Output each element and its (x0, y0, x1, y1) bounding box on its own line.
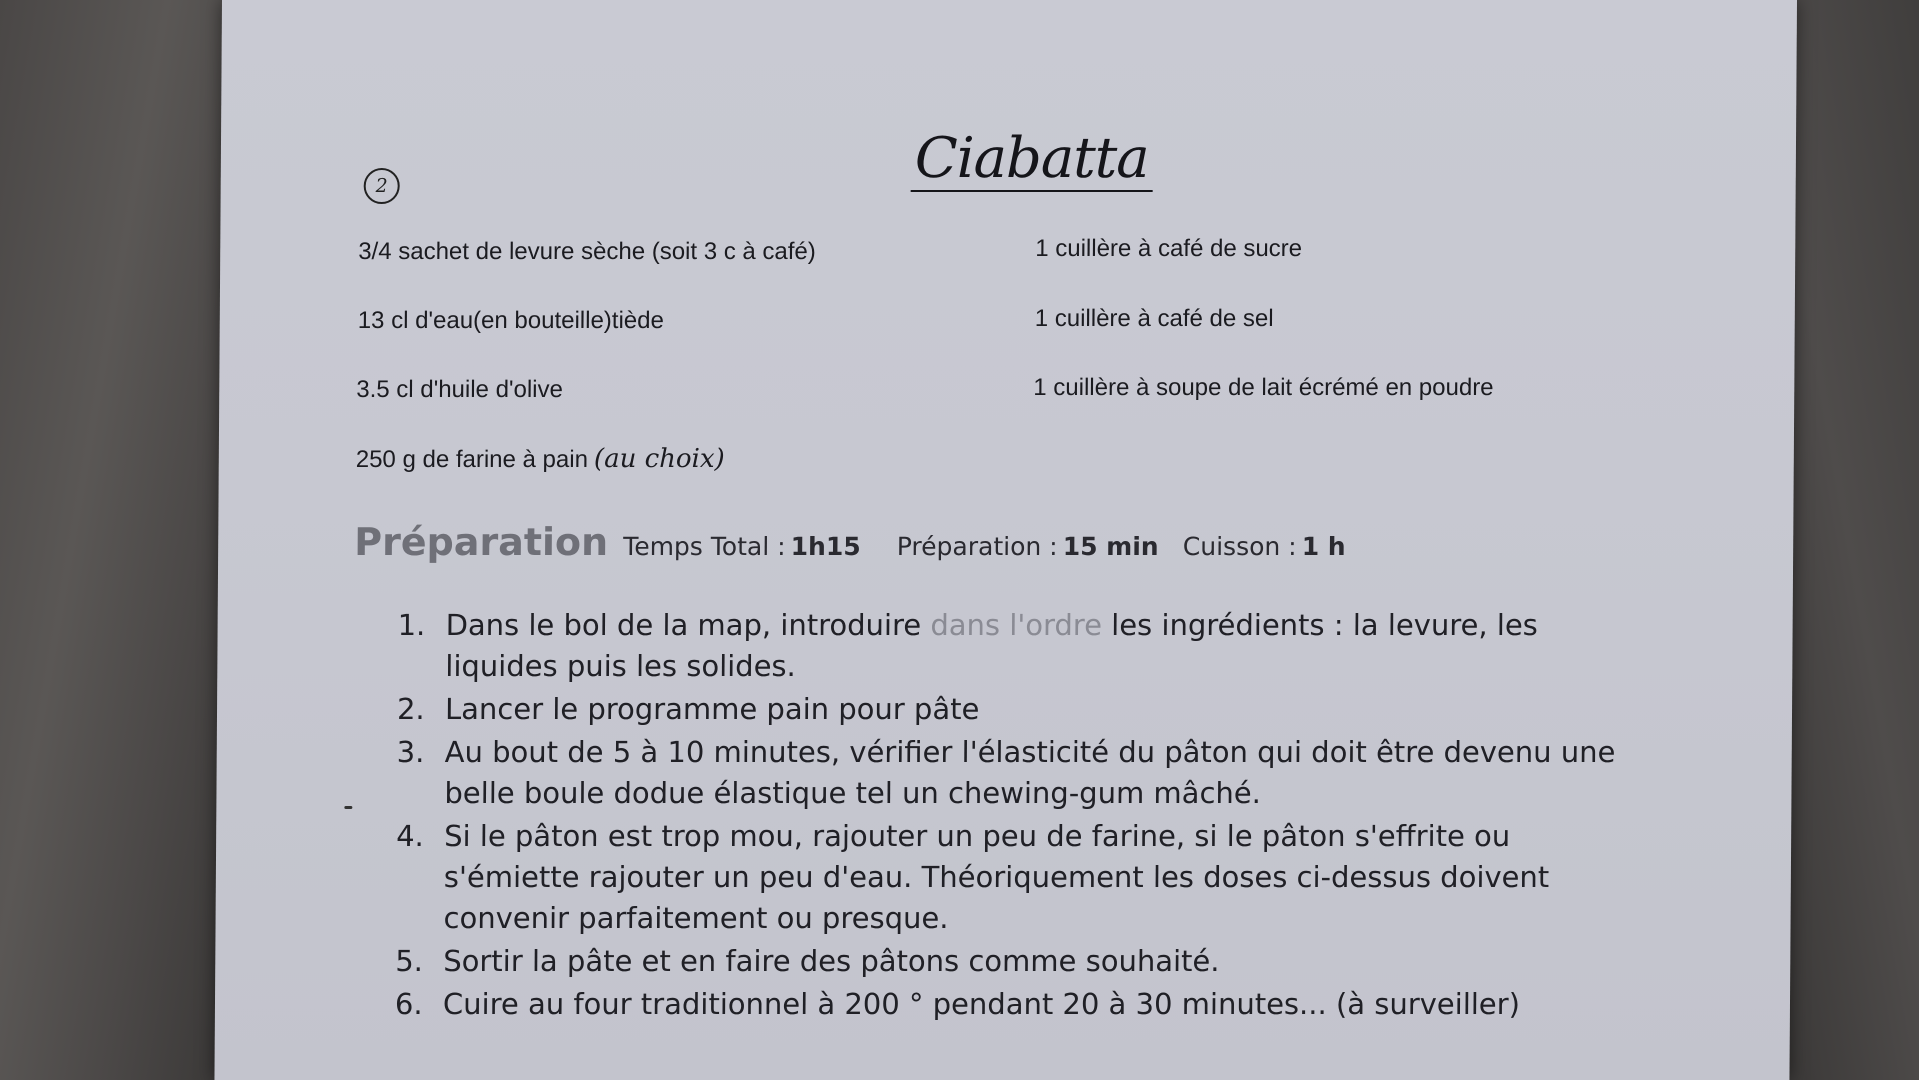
step-text: Dans le bol de la map, introduire (445, 608, 931, 642)
table-surface-right (1779, 0, 1919, 1080)
step-text: Cuire au four traditionnel à 200 ° pendant 20 à 30 minutes... (à surveiller) (442, 987, 1521, 1021)
step-text: Lancer le programme pain pour pâte (444, 692, 980, 726)
ingredient-item: 1 cuillère à café de sel (1034, 305, 1274, 332)
total-time-label: Temps Total : (623, 532, 786, 561)
step-number: 3. (396, 735, 425, 769)
prep-time-value: 15 min (1062, 532, 1159, 561)
step-number: 5. (395, 944, 424, 978)
pen-mark (344, 806, 352, 809)
step-item (397, 689, 1617, 730)
preparation-heading: Préparation (354, 520, 609, 564)
ingredient-item: 1 cuillère à soupe de lait écrémé en poudre (1033, 374, 1494, 401)
ingredient-item: 13 cl d'eau(en bouteille)tiède (357, 307, 664, 334)
ingredient-item: 3/4 sachet de levure sèche (soit 3 c à café) (358, 238, 816, 265)
step-text: les ingrédients : la levure, les liquides puis les solides. (445, 608, 1538, 683)
step-number: 1. (397, 608, 426, 642)
ingredient-item: 3.5 cl d'huile d'olive (356, 376, 563, 403)
recipe-title: Ciabatta (911, 130, 1153, 192)
step-text: Sortir la pâte et en faire des pâtons comme souhaité. (443, 944, 1220, 978)
step-number: 2. (396, 692, 425, 726)
preparation-header (354, 520, 1346, 564)
step-item (395, 941, 1615, 982)
cook-time-label: Cuisson : (1182, 532, 1297, 561)
step-item (396, 732, 1617, 814)
step-text: Au bout de 5 à 10 minutes, vérifier l'élasticité du pâton qui doit être devenu une belle boule dodue élastique tel un chewing-gum mâché. (444, 735, 1616, 810)
prep-time-label: Préparation : (896, 532, 1058, 561)
step-number: 4. (396, 819, 424, 853)
recipe-sheet (214, 0, 1797, 1080)
step-item (395, 984, 1615, 1025)
page-number-circle: 2 (364, 168, 400, 204)
total-time-value: 1h15 (790, 532, 861, 561)
steps-list (395, 605, 1618, 1027)
step-number: 6. (394, 987, 423, 1021)
step-item (397, 605, 1618, 687)
step-text: Si le pâton est trop mou, rajouter un peu de farine, si le pâton s'effrite ou s'émiette rajouter un peu d'eau. Théoriquement les doses ci-dessus doivent convenir parfaitement ou presque. (443, 819, 1550, 935)
handwritten-note: (au choix) (593, 444, 725, 474)
table-surface-left (0, 0, 230, 1080)
step-text-faded: dans l'ordre (930, 608, 1103, 642)
ingredient-text: 250 g de farine à pain (355, 446, 589, 473)
step-item (395, 816, 1616, 939)
cook-time-value: 1 h (1301, 532, 1346, 561)
ingredient-item (356, 444, 725, 474)
ingredient-item: 1 cuillère à café de sucre (1035, 235, 1303, 262)
